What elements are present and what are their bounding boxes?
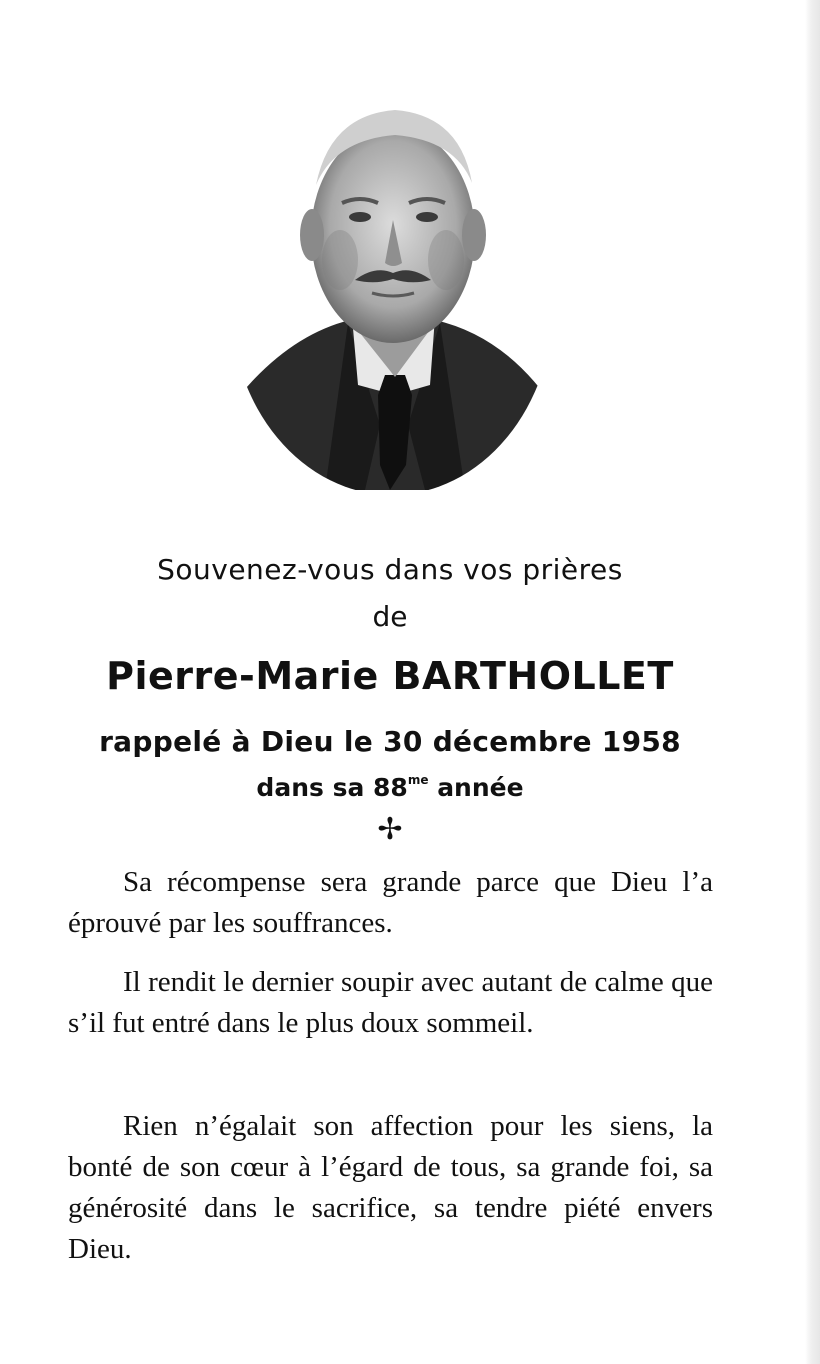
age-suffix: année <box>428 773 524 802</box>
portrait-photo <box>230 95 555 490</box>
card-edge-shadow <box>805 0 820 1364</box>
deceased-name: Pierre-Marie BARTHOLLET <box>106 654 674 698</box>
age-superscript: me <box>407 773 429 787</box>
paragraph-affection: Rien n’égalait son affection pour les siens, la bonté de son cœur à l’égard de tous, sa grande foi, sa générosité dans le sacrifice, sa tendre piété envers Dieu. <box>68 1110 713 1265</box>
age-prefix: dans sa 88 <box>256 773 408 802</box>
paragraph-last-breath: Il rendit le dernier soupir avec autant de calme que s’il fut entré dans le plus doux sommeil. <box>68 966 713 1039</box>
cross-icon: ✢ <box>377 812 403 847</box>
preposition-line: de <box>372 600 408 633</box>
age-line <box>0 773 780 802</box>
death-date-line: rappelé à Dieu le 30 décembre 1958 <box>99 725 681 758</box>
paragraph-reward: Sa récompense sera grande parce que Dieu l’a éprouvé par les souffrances. <box>68 866 713 939</box>
remembrance-line: Souvenez-vous dans vos prières <box>157 553 623 586</box>
